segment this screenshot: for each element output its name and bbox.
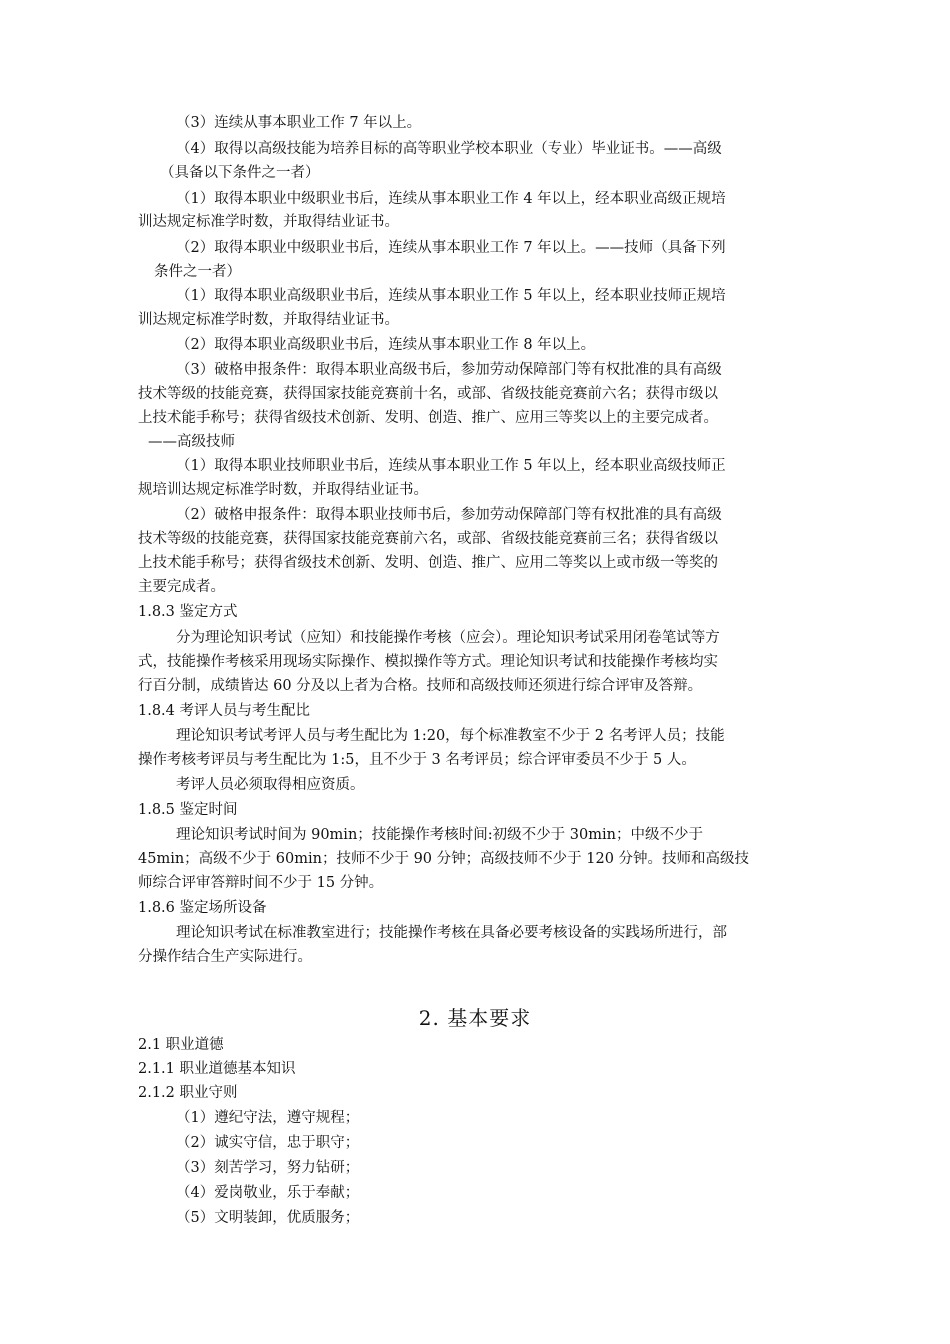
section-heading: 1.8.3 鉴定方式 xyxy=(138,604,238,620)
text-line: （1）取得本职业高级职业书后，连续从事本职业工作 5 年以上，经本职业技师正规培 xyxy=(176,288,726,304)
list-item: （1）遵纪守法，遵守规程； xyxy=(176,1110,360,1126)
text-line: 条件之一者） xyxy=(154,264,241,280)
text-line: 上技术能手称号；获得省级技术创新、发明、创造、推广、应用三等奖以上的主要完成者。 xyxy=(138,410,718,426)
text-line: 式，技能操作考核采用现场实际操作、模拟操作等方式。理论知识考试和技能操作考核均实 xyxy=(138,654,718,670)
section-heading: 1.8.4 考评人员与考生配比 xyxy=(138,703,311,719)
text-line: （3）连续从事本职业工作 7 年以上。 xyxy=(176,115,422,131)
text-line: （2）破格申报条件：取得本职业技师书后，参加劳动保障部门等有权批准的具有高级 xyxy=(176,507,722,523)
list-item: （2）诚实守信，忠于职守； xyxy=(176,1135,360,1151)
text-line: （1）取得本职业中级职业书后，连续从事本职业工作 4 年以上，经本职业高级正规培 xyxy=(176,191,726,207)
text-line: （1）取得本职业技师职业书后，连续从事本职业工作 5 年以上，经本职业高级技师正 xyxy=(176,458,726,474)
text-line: 45min；高级不少于 60min；技师不少于 90 分钟；高级技师不少于 120 分钟。技师和高级技 xyxy=(138,851,750,867)
text-line: 技术等级的技能竞赛，获得国家技能竞赛前六名，或部、省级技能竞赛前三名；获得省级以 xyxy=(138,531,718,547)
text-line: 师综合评审答辩时间不少于 15 分钟。 xyxy=(138,875,384,891)
list-item: （3）刻苦学习，努力钻研； xyxy=(176,1160,360,1176)
text-line: 考评人员必须取得相应资质。 xyxy=(176,777,365,793)
text-line: （3）破格申报条件：取得本职业高级书后，参加劳动保障部门等有权批准的具有高级 xyxy=(176,362,722,378)
chapter-title: 2. 基本要求 xyxy=(418,1006,532,1030)
text-line: （具备以下条件之一者） xyxy=(160,165,320,181)
text-line: 理论知识考试时间为 90min；技能操作考核时间:初级不少于 30min；中级不少于 xyxy=(176,827,703,843)
text-line: 主要完成者。 xyxy=(138,579,225,595)
section-heading: 2.1.1 职业道德基本知识 xyxy=(138,1061,296,1077)
text-line: （2）取得本职业中级职业书后，连续从事本职业工作 7 年以上。——技师（具备下列 xyxy=(176,240,726,256)
text-line: ——高级技师 xyxy=(148,434,235,450)
text-line: 理论知识考试考评人员与考生配比为 1:20，每个标准教室不少于 2 名考评人员；技能 xyxy=(176,728,725,744)
text-line: 训达规定标准学时数，并取得结业证书。 xyxy=(138,214,399,230)
section-heading: 2.1 职业道德 xyxy=(138,1037,224,1053)
text-line: 规培训达规定标准学时数，并取得结业证书。 xyxy=(138,482,428,498)
text-line: 分为理论知识考试（应知）和技能操作考核（应会）。理论知识考试采用闭卷笔试等方 xyxy=(176,630,720,646)
text-line: 行百分制，成绩皆达 60 分及以上者为合格。技师和高级技师还须进行综合评审及答辩。 xyxy=(138,678,703,694)
section-heading: 1.8.5 鉴定时间 xyxy=(138,802,238,818)
text-line: （4）取得以高级技能为培养目标的高等职业学校本职业（专业）毕业证书。——高级 xyxy=(176,141,722,157)
text-line: （2）取得本职业高级职业书后，连续从事本职业工作 8 年以上。 xyxy=(176,337,596,353)
text-line: 技术等级的技能竞赛，获得国家技能竞赛前十名，或部、省级技能竞赛前六名；获得市级以 xyxy=(138,386,718,402)
text-line: 训达规定标准学时数，并取得结业证书。 xyxy=(138,312,399,328)
section-heading: 1.8.6 鉴定场所设备 xyxy=(138,900,267,916)
text-line: 上技术能手称号；获得省级技术创新、发明、创造、推广、应用二等奖以上或市级一等奖的 xyxy=(138,555,718,571)
list-item: （5）文明装卸，优质服务； xyxy=(176,1210,360,1226)
text-line: 理论知识考试在标准教室进行；技能操作考核在具备必要考核设备的实践场所进行，部 xyxy=(176,925,727,941)
text-line: 操作考核考评员与考生配比为 1:5，且不少于 3 名考评员；综合评审委员不少于 5 人。 xyxy=(138,752,696,768)
text-line: 分操作结合生产实际进行。 xyxy=(138,949,312,965)
list-item: （4）爱岗敬业，乐于奉献； xyxy=(176,1185,360,1201)
section-heading: 2.1.2 职业守则 xyxy=(138,1085,238,1101)
